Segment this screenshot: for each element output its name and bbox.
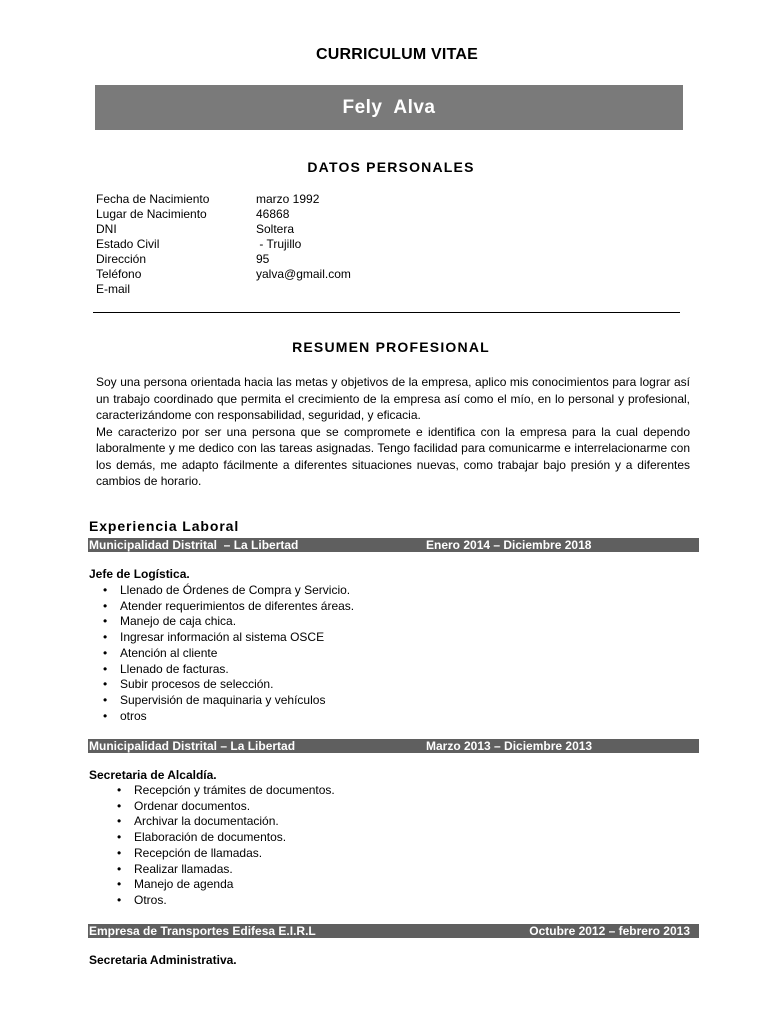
duty-text: Ordenar documentos.	[134, 798, 251, 813]
job-title: Secretaria de Alcaldía.	[89, 768, 217, 782]
duty-text: Elaboración de documentos.	[134, 830, 287, 845]
personal-label: DNI	[96, 222, 117, 236]
list-item	[103, 661, 354, 678]
list-item	[117, 892, 335, 909]
personal-value: 46868	[256, 207, 290, 221]
personal-label: E-mail	[96, 282, 131, 296]
duty-text: otros	[120, 708, 147, 723]
personal-value: yalva@gmail.com	[256, 267, 351, 281]
bullet-icon: •	[103, 630, 108, 645]
list-item	[117, 845, 335, 862]
duty-text: Supervisión de maquinaria y vehículos	[120, 692, 326, 707]
bullet-icon: •	[117, 892, 122, 907]
summary-heading: RESUMEN PROFESIONAL	[292, 339, 490, 355]
job-company: Municipalidad Distrital – La Libertad	[89, 538, 299, 552]
personal-value: Soltera	[256, 222, 295, 236]
list-item	[117, 814, 335, 830]
personal-data-table	[96, 192, 351, 297]
job-header-bar	[88, 538, 699, 552]
bullet-icon: •	[117, 877, 122, 892]
bullet-icon: •	[117, 830, 122, 845]
personal-label: Fecha de Nacimiento	[96, 192, 210, 206]
personal-label: Dirección	[96, 252, 147, 266]
list-item	[103, 708, 354, 725]
personal-row	[96, 207, 351, 222]
duty-text: Otros.	[134, 892, 167, 907]
summary-paragraph: Soy una persona orientada hacia las metas y objetivos de la empresa, aplico mis conocimientos para lograr así un trabajo coordinado que permita el crecimiento de la empresa así como el mío, en lo personal y profesional, caracterizándome con responsabilidad, seguridad, y eficacia.	[96, 375, 690, 422]
bullet-icon: •	[117, 814, 122, 829]
duty-text: Llenado de facturas.	[120, 661, 229, 676]
bullet-icon: •	[103, 598, 108, 613]
bullet-icon: •	[117, 798, 122, 813]
list-item	[117, 830, 335, 846]
personal-label: Lugar de Nacimiento	[96, 207, 207, 221]
personal-row	[96, 192, 351, 207]
bullet-icon: •	[103, 645, 108, 660]
bullet-icon: •	[103, 614, 108, 629]
personal-row	[96, 282, 351, 297]
duty-text: Ingresar información al sistema OSCE	[120, 630, 325, 645]
personal-row	[96, 267, 351, 282]
bullet-icon: •	[103, 677, 108, 692]
duty-text: Archivar la documentación.	[134, 814, 279, 829]
duty-text: Recepción de llamadas.	[134, 845, 263, 860]
job-header-bar	[88, 924, 699, 938]
list-item	[103, 677, 354, 693]
job-dates: Octubre 2012 – febrero 2013	[529, 924, 690, 938]
personal-value: 95	[256, 252, 270, 266]
summary-paragraph: Me caracterizo por ser una persona que se compromete e identifica con la empresa para la cual dependo laboralmente y me dedico con las tareas asignadas. Tengo facilidad para comunicarme e interrelacionarme con los demás, me adapto fácilmente a diferentes situaciones nuevas, como trabajar bajo presión y a diferentes cambios de horario.	[96, 424, 690, 488]
list-item	[103, 614, 354, 630]
job-company: Empresa de Transportes Edifesa E.I.R.L	[89, 924, 316, 938]
candidate-name: Fely Alva	[342, 96, 436, 118]
list-item	[103, 645, 354, 662]
bullet-icon: •	[103, 692, 108, 707]
list-item	[117, 783, 335, 799]
bullet-icon: •	[117, 783, 122, 797]
document-title: CURRICULUM VITAE	[315, 46, 478, 63]
duty-text: Atención al cliente	[120, 645, 218, 660]
job-dates: Marzo 2013 – Diciembre 2013	[426, 739, 593, 753]
job-duties-list	[103, 583, 355, 724]
bullet-icon: •	[103, 661, 108, 676]
section-divider	[93, 312, 680, 313]
personal-value: - Trujillo	[256, 237, 302, 251]
list-item	[117, 877, 335, 893]
personal-label: Estado Civil	[96, 237, 160, 251]
bullet-icon: •	[117, 861, 122, 876]
bullet-icon: •	[103, 708, 108, 723]
bullet-icon: •	[103, 583, 108, 597]
job-header-bar	[88, 739, 699, 753]
job-title: Secretaria Administrativa.	[89, 953, 237, 967]
name-banner	[95, 85, 683, 130]
personal-row	[96, 237, 351, 252]
experience-heading: Experiencia Laboral	[89, 518, 240, 534]
personal-data-heading: DATOS PERSONALES	[307, 159, 475, 175]
list-item	[117, 861, 335, 878]
duty-text: Recepción y trámites de documentos.	[134, 783, 335, 797]
duty-text: Atender requerimientos de diferentes áreas.	[120, 598, 355, 613]
duty-text: Subir procesos de selección.	[120, 677, 274, 692]
job-company: Municipalidad Distrital – La Libertad	[89, 739, 296, 753]
list-item	[103, 598, 355, 615]
personal-row	[96, 222, 351, 237]
list-item	[103, 583, 354, 599]
job-dates: Enero 2014 – Diciembre 2018	[426, 538, 592, 552]
job-duties-list	[117, 783, 335, 909]
list-item	[117, 798, 335, 815]
duty-text: Realizar llamadas.	[134, 861, 233, 876]
bullet-icon: •	[117, 845, 122, 860]
duty-text: Manejo de agenda	[134, 877, 234, 892]
personal-label: Teléfono	[96, 267, 142, 281]
duty-text: Llenado de Órdenes de Compra y Servicio.	[120, 583, 351, 597]
job-title: Jefe de Logística.	[89, 567, 190, 581]
personal-value: marzo 1992	[256, 192, 320, 206]
list-item	[103, 692, 354, 709]
summary-text	[96, 374, 690, 490]
duty-text: Manejo de caja chica.	[120, 614, 237, 629]
list-item	[103, 630, 354, 646]
personal-row	[96, 252, 351, 267]
